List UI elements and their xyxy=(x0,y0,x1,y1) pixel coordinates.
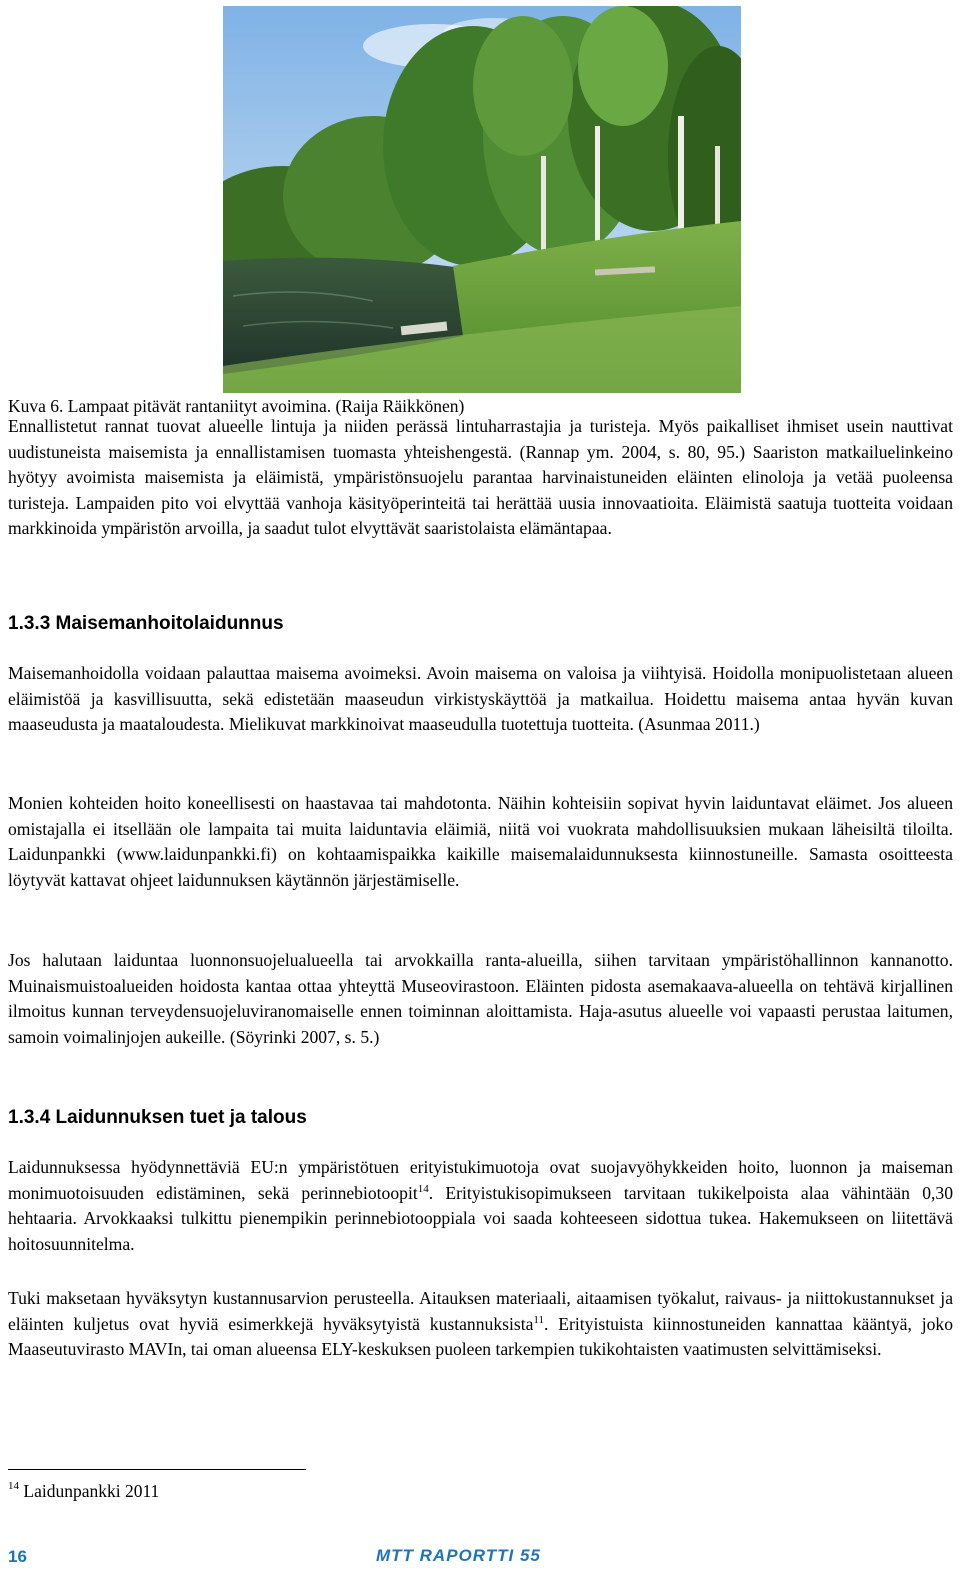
section-heading-1-3-3: 1.3.3 Maisemanhoitolaidunnus xyxy=(8,613,284,634)
section-heading-1-3-4: 1.3.4 Laidunnuksen tuet ja talous xyxy=(8,1107,307,1128)
page-number: 16 xyxy=(8,1547,27,1566)
figure-caption: Kuva 6. Lampaat pitävät rantaniityt avoimina. (Raija Räikkönen) xyxy=(8,396,465,416)
paragraph-tuki-text-a: Tuki maksetaan hyväksytyn kustannusarvion perusteella. Aitauksen materiaali, aitaamisen työkalut, raivaus- ja niittokustannukset ja eläinten kuljetus ovat hyviä esimerkkejä hyväksytyistä kustannuksista xyxy=(8,1288,953,1334)
paragraph-laidunnuksessa-text-a: Laidunnuksessa hyödynnettäviä EU:n ympäristötuen erityistukimuotoja ovat suojavyöhykkeiden hoito, luonnon ja maiseman monimuotoisuuden edistäminen, sekä perinnebiotoopit xyxy=(8,1157,953,1203)
lakeside-photo-illustration xyxy=(223,6,741,393)
footnote-divider xyxy=(8,1469,306,1470)
footnote-ref-14: 14 xyxy=(417,1182,429,1195)
paragraph-monien-kohteiden: Monien kohteiden hoito koneellisesti on haastavaa tai mahdotonta. Näihin kohteisiin sopivat hyvin laiduntavat eläimet. Jos alueen omistajalla ei itsellään ole lampaita tai muita laiduntavia eläimiä, niitä voi vuokrata mahdollisuuksien mukaan läheisiltä tiloilta. Laidunpankki (www.laidunpankki.fi) on kohtaamispaikka kaikille maisemalaidunnuksesta kiinnostuneille. Samasta osoitteesta löytyvät kattavat ohjeet laidunnuksen käytännön järjestämiselle. xyxy=(8,793,953,890)
paragraph-tuki-text-b: . Erityistuista kiinnostuneiden kannattaa kääntyä, joko Maaseutuvirasto MAVIn, tai oman alueensa ELY-keskuksen puoleen tarkempien tukikohtaisten vaatimusten selvittämiseksi. xyxy=(8,1313,953,1360)
footnote-text: Laidunpankki 2011 xyxy=(19,1481,160,1501)
footnote-ref-11: 11 xyxy=(533,1313,544,1326)
paragraph-laidunnuksessa-text-b: . Erityistukisopimukseen tarvitaan tukikelpoista alaa vähintään 0,30 hehtaaria. Arvokkaaksi tulkittu pienempikin perinnebiotooppiala voi saada kohteeseen sidottua tukea. Hakemukseen on liitettävä hoitosuunnitelma. xyxy=(8,1182,953,1254)
paragraph-laidunnuksessa xyxy=(8,1155,953,1257)
paragraph-maisemanhoidolla: Maisemanhoidolla voidaan palauttaa maisema avoimeksi. Avoin maisema on valoisa ja viihtyisä. Hoidolla monipuolistetaan alueen eläimistöä ja kasvillisuutta, sekä edistetään maaseudun virkistyskäyttöä ja matkailua. Hoidettu maisema antaa hyvän kuvan maaseudusta ja maataloudesta. Mielikuvat markkinoivat maaseudulla tuotettuja tuotteita. (Asunmaa 2011.) xyxy=(8,663,953,735)
lakeside-photo xyxy=(223,6,741,393)
footnote-number: 14 xyxy=(8,1480,19,1492)
footnote xyxy=(8,1479,159,1503)
paragraph-ennallistetut: Ennallistetut rannat tuovat alueelle lintuja ja niiden perässä lintuharrastajia ja turisteja. Myös paikalliset ihmiset usein nauttivat uudistuneista maisemista ja ennallistamisen tuomasta yhteishengestä. (Rannap ym. 2004, s. 80, 95.) Saariston matkailuelinkeino hyötyy avoimista maisemista ja eläimistä, ympäristönsuojelu parantaa harvinaistuneiden eläinten elinoloja ja vetää puoleensa turisteja. Lampaiden pito voi elvyttää vanhoja käsityöperinteitä tai herättää uusia innovaatioita. Eläimistä saatuja tuotteita voidaan markkinoida ympäristön arvoilla, ja saadut tulot elvyttävät saaristolaista elämäntapaa. xyxy=(8,416,953,539)
paragraph-jos-halutaan: Jos halutaan laiduntaa luonnonsuojelualueella tai arvokkailla ranta-alueilla, siihen tarvitaan ympäristöhallinnon kannanotto. Muinaismuistoalueiden hoidosta kantaa ottaa yhteyttä Museovirastoon. Eläinten pidosta asemakaava-alueella on tehtävä kirjallinen ilmoitus kunnan terveydensuojeluviranomaiselle ennen toiminnan aloittamista. Haja-asutus alueelle voi vapaasti perustaa laitumen, samoin voimalinjojen aukeille. (Söyrinki 2007, s. 5.) xyxy=(8,950,953,1047)
report-name: MTT RAPORTTI 55 xyxy=(376,1546,541,1565)
paragraph-tuki-maksetaan xyxy=(8,1286,953,1363)
